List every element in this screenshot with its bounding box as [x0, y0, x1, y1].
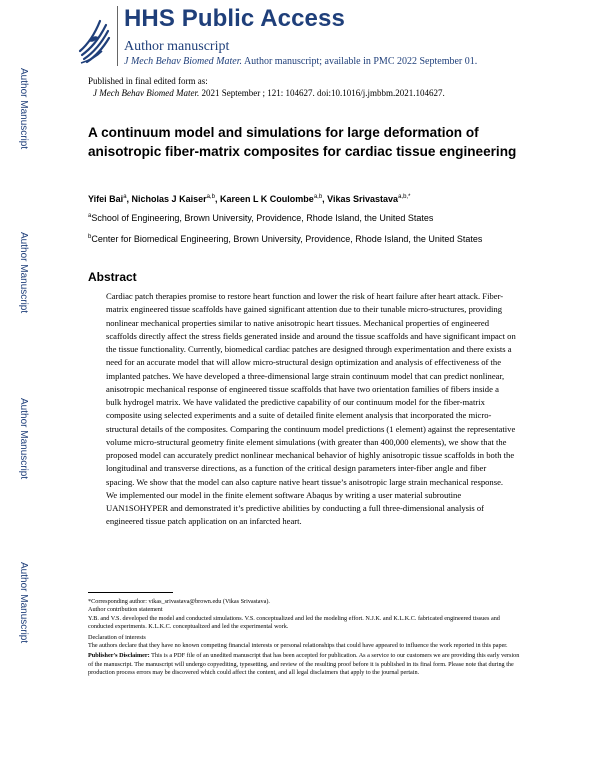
header-citation [124, 56, 477, 67]
disclaimer-label: Publisher's Disclaimer: [88, 652, 150, 660]
corresponding-author-note: *Corresponding author: vikas_srivastava@brown.edu (Vikas Srivastava). [88, 598, 270, 605]
affiliation-a [88, 210, 508, 225]
contribution-heading: Author contribution statement [88, 606, 163, 614]
author-affiliation-sup: a [123, 194, 127, 200]
author-affiliation-sup: a,b [206, 194, 215, 200]
author-name: Yifei Bai [88, 194, 124, 204]
header-divider [117, 6, 118, 66]
author-manuscript-subtitle: Author manuscript [124, 39, 230, 54]
hhs-eagle-logo-icon [76, 11, 112, 65]
published-in-label: Published in final edited form as: [88, 76, 208, 86]
footnotes [88, 598, 523, 678]
side-label-author-manuscript: Author Manuscript [18, 68, 29, 150]
header-citation-rest: Author manuscript; available in PMC 2022 September 01. [242, 56, 478, 67]
side-label-author-manuscript: Author Manuscript [18, 398, 29, 480]
publisher-disclaimer [88, 652, 523, 677]
side-label-author-manuscript: Author Manuscript [18, 232, 29, 314]
author-list: Yifei Bai$^a$, Nicholas J Kaiser$^{a,b}$, Kareen L K Coulombe$^{a,b}$, Vikas Srivastava$^{a,b,*}$ [88, 194, 411, 204]
header-citation-journal: J Mech Behav Biomed Mater. [124, 56, 243, 67]
abstract-text: Cardiac patch therapies promise to restore heart function and lower the risk of heart failure after heart attack. Fiber-matrix engineered tissue scaffolds have gained significant attention due to their tunable micro-structures, providing nonlinear mechanical properties similar to native anisotropic heart tissues. Mechanical properties of engineered scaffolds directly affect the stress fields generated inside and around the tissue scaffolds and have significant impact on the tissue functionality. Currently, biomedical cardiac patches are designed through experimentation and there exists a need for an accurate model that will allow micro-structural design optimization and analysis of effectiveness of the implanted patches. We have developed a three-dimensional large strain continuum model that can predict nonlinear, anisotropic mechanical response of engineered tissue scaffolds that have two orientation families of fibers inside a bulk hydrogel matrix. We have validated the predictive capability of our continuum model for the fiber-matrix composite using selected experiments and a suite of detailed finite element analysis that incorporated the micro-structural details of the composites. Comparing the continuum model predictions (1 element) against the representative volume micro-structural geometry finite element simulations (with greater than 400,000 elements), we show that the proposed model can accurately predict nonlinear mechanical behavior of highly anisotropic tissue scaffolds in both the longitudinal and transverse directions, as a function of the critical design parameters inter-fiber angle and fiber spacing. We show that the model can also capture native heart tissue’s anisotropic large strain mechanical response. We implemented our model in the finite element software Abaqus by writing a user material subroutine UAN1SOHYPER and demonstrated it’s predictive abilities by conducting a full three-dimensional analysis of engineered tissue patch application on an infarcted heart. [106, 291, 516, 527]
author-name: Kareen L K Coulombe [219, 194, 314, 204]
publication-details [93, 88, 445, 98]
abstract-heading: Abstract [88, 270, 137, 284]
affiliation-text: School of Engineering, Brown University, Providence, Rhode Island, the United States [91, 213, 434, 223]
interests-text: The authors declare that they have no known competing financial interests or personal relationships that could have appeared to influence the work reported in this paper. [88, 642, 508, 650]
author-affiliation-sup: a,b [313, 194, 323, 200]
disclaimer-text: This is a PDF file of an unedited manuscript that has been accepted for publication. As a service to our customers we are providing this early version of the manuscript. The manuscript will undergo copyediting, typesetting, and review of the resulting proof before it is published in its final form. Please note that during the production process errors may be discovered which could affect the content, and all legal disclaimers that apply to the journal pertain. [88, 652, 520, 677]
affiliation-sup: a [88, 213, 92, 219]
affiliation-sup: b [88, 234, 92, 240]
author-name: Vikas Srivastava [327, 194, 399, 204]
affiliation-text: Center for Biomedical Engineering, Brown University, Providence, Rhode Island, the United States [91, 234, 483, 244]
contribution-text: Y.B. and V.S. developed the model and conducted simulations. V.S. conceptualized and led the modeling effort. N.J.K. and K.L.K.C. fabricated engineered tissues and conducted experiments. K.L.K.C. conceptualized and led the experimental work. [88, 614, 500, 631]
author-affiliation-sup: a,b,* [398, 194, 411, 200]
interests-heading: Declaration of interests [88, 633, 146, 641]
hhs-title: HHS Public Access [124, 5, 345, 32]
footnote-divider [88, 592, 173, 593]
publication-journal: J Mech Behav Biomed Mater. [93, 88, 200, 98]
article-title: A continuum model and simulations for large deformation of anisotropic fiber-matrix composites for cardiac tissue engineering [88, 125, 517, 159]
side-label-author-manuscript: Author Manuscript [18, 562, 29, 644]
author-name: Nicholas J Kaiser [131, 194, 207, 204]
publication-doi: 2021 September ; 121: 104627. doi:10.1016/j.jmbbm.2021.104627. [199, 88, 445, 98]
affiliation-b [88, 231, 508, 246]
